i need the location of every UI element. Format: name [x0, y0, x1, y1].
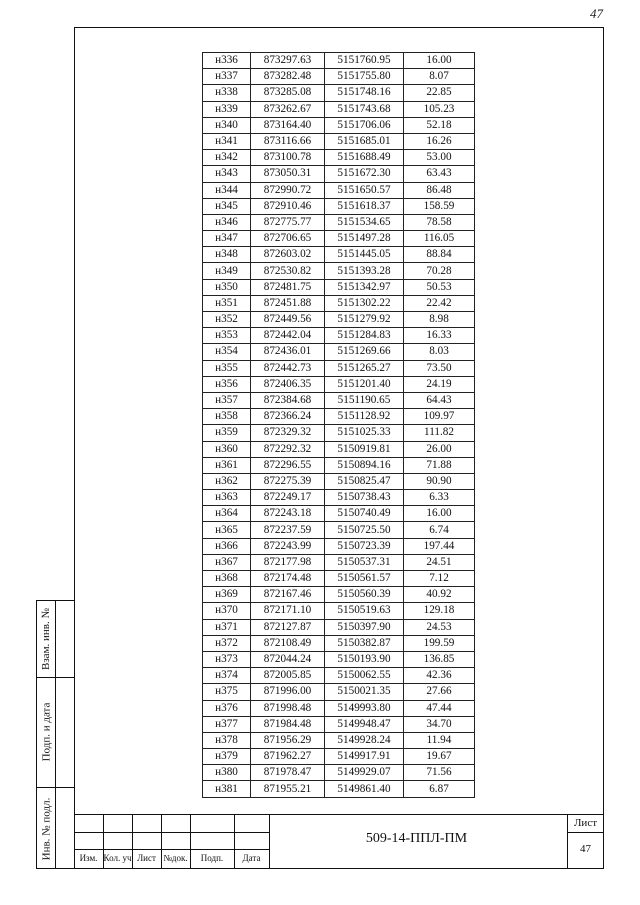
table-row	[203, 279, 475, 295]
table-row	[203, 101, 475, 117]
distance-cell: 105.23	[404, 101, 475, 117]
x-coord-cell: 873100.78	[251, 150, 325, 166]
y-coord-cell: 5150725.50	[325, 522, 404, 538]
distance-cell: 116.05	[404, 231, 475, 247]
point-id-cell: н348	[203, 247, 251, 263]
y-coord-cell: 5151269.66	[325, 344, 404, 360]
x-coord-cell: 873116.66	[251, 133, 325, 149]
point-id-cell: н349	[203, 263, 251, 279]
x-coord-cell: 872296.55	[251, 457, 325, 473]
point-id-cell: н356	[203, 376, 251, 392]
y-coord-cell: 5150723.39	[325, 538, 404, 554]
point-id-cell: н350	[203, 279, 251, 295]
point-id-cell: н346	[203, 214, 251, 230]
x-coord-cell: 872451.88	[251, 295, 325, 311]
table-row	[203, 53, 475, 69]
distance-cell: 6.74	[404, 522, 475, 538]
x-coord-cell: 872275.39	[251, 473, 325, 489]
distance-cell: 53.00	[404, 150, 475, 166]
x-coord-cell: 872775.77	[251, 214, 325, 230]
table-row	[203, 506, 475, 522]
x-coord-cell: 872384.68	[251, 392, 325, 408]
y-coord-cell: 5151685.01	[325, 133, 404, 149]
y-coord-cell: 5151650.57	[325, 182, 404, 198]
point-id-cell: н362	[203, 473, 251, 489]
podp-data-label: Подп. и дата	[40, 702, 53, 762]
distance-cell: 197.44	[404, 538, 475, 554]
y-coord-cell: 5151342.97	[325, 279, 404, 295]
table-row	[203, 263, 475, 279]
point-id-cell: н373	[203, 651, 251, 667]
distance-cell: 78.58	[404, 214, 475, 230]
x-coord-cell: 872406.35	[251, 376, 325, 392]
point-id-cell: н376	[203, 700, 251, 716]
y-coord-cell: 5150561.57	[325, 571, 404, 587]
y-coord-cell: 5149948.47	[325, 716, 404, 732]
y-coord-cell: 5150062.55	[325, 668, 404, 684]
point-id-cell: н367	[203, 554, 251, 570]
sheet-label: Лист	[573, 817, 598, 829]
vzam-inv-label: Взам. инв. №	[40, 608, 52, 670]
distance-cell: 71.56	[404, 765, 475, 781]
distance-cell: 70.28	[404, 263, 475, 279]
distance-cell: 88.84	[404, 247, 475, 263]
distance-cell: 6.87	[404, 781, 475, 797]
table-row	[203, 312, 475, 328]
x-coord-cell: 872449.56	[251, 312, 325, 328]
table-row	[203, 166, 475, 182]
x-coord-cell: 871998.48	[251, 700, 325, 716]
distance-cell: 22.42	[404, 295, 475, 311]
y-coord-cell: 5149917.91	[325, 749, 404, 765]
y-coord-cell: 5150382.87	[325, 635, 404, 651]
distance-cell: 64.43	[404, 392, 475, 408]
point-id-cell: н339	[203, 101, 251, 117]
y-coord-cell: 5149929.07	[325, 765, 404, 781]
point-id-cell: н359	[203, 425, 251, 441]
x-coord-cell: 873282.48	[251, 69, 325, 85]
distance-cell: 34.70	[404, 716, 475, 732]
col-label-list: Лист	[137, 853, 156, 863]
point-id-cell: н352	[203, 312, 251, 328]
table-row	[203, 571, 475, 587]
point-id-cell: н363	[203, 490, 251, 506]
point-id-cell: н374	[203, 668, 251, 684]
y-coord-cell: 5151025.33	[325, 425, 404, 441]
distance-cell: 27.66	[404, 684, 475, 700]
y-coord-cell: 5151128.92	[325, 409, 404, 425]
x-coord-cell: 872442.73	[251, 360, 325, 376]
distance-cell: 11.94	[404, 732, 475, 748]
x-coord-cell: 871956.29	[251, 732, 325, 748]
y-coord-cell: 5150021.35	[325, 684, 404, 700]
point-id-cell: н347	[203, 231, 251, 247]
table-row	[203, 376, 475, 392]
distance-cell: 86.48	[404, 182, 475, 198]
point-id-cell: н343	[203, 166, 251, 182]
table-row	[203, 198, 475, 214]
x-coord-cell: 872177.98	[251, 554, 325, 570]
y-coord-cell: 5150738.43	[325, 490, 404, 506]
distance-cell: 19.67	[404, 749, 475, 765]
x-coord-cell: 872174.48	[251, 571, 325, 587]
point-id-cell: н355	[203, 360, 251, 376]
table-row	[203, 69, 475, 85]
point-id-cell: н366	[203, 538, 251, 554]
point-id-cell: н365	[203, 522, 251, 538]
table-row	[203, 781, 475, 797]
y-coord-cell: 5151302.22	[325, 295, 404, 311]
x-coord-cell: 872530.82	[251, 263, 325, 279]
y-coord-cell: 5149993.80	[325, 700, 404, 716]
table-row	[203, 619, 475, 635]
table-row	[203, 344, 475, 360]
x-coord-cell: 872990.72	[251, 182, 325, 198]
y-coord-cell: 5151279.92	[325, 312, 404, 328]
table-row	[203, 85, 475, 101]
table-row	[203, 247, 475, 263]
table-row	[203, 554, 475, 570]
point-id-cell: н361	[203, 457, 251, 473]
table-row	[203, 457, 475, 473]
point-id-cell: н338	[203, 85, 251, 101]
y-coord-cell: 5151672.30	[325, 166, 404, 182]
distance-cell: 22.85	[404, 85, 475, 101]
distance-cell: 6.33	[404, 490, 475, 506]
distance-cell: 136.85	[404, 651, 475, 667]
x-coord-cell: 872167.46	[251, 587, 325, 603]
distance-cell: 199.59	[404, 635, 475, 651]
distance-cell: 90.90	[404, 473, 475, 489]
distance-cell: 129.18	[404, 603, 475, 619]
point-id-cell: н370	[203, 603, 251, 619]
y-coord-cell: 5151618.37	[325, 198, 404, 214]
x-coord-cell: 873050.31	[251, 166, 325, 182]
point-id-cell: н340	[203, 117, 251, 133]
table-row	[203, 635, 475, 651]
table-row	[203, 765, 475, 781]
table-row	[203, 328, 475, 344]
y-coord-cell: 5150919.81	[325, 441, 404, 457]
y-coord-cell: 5150740.49	[325, 506, 404, 522]
x-coord-cell: 872436.01	[251, 344, 325, 360]
point-id-cell: н371	[203, 619, 251, 635]
table-row	[203, 392, 475, 408]
point-id-cell: н368	[203, 571, 251, 587]
y-coord-cell: 5150560.39	[325, 587, 404, 603]
x-coord-cell: 872237.59	[251, 522, 325, 538]
table-row	[203, 150, 475, 166]
point-id-cell: н360	[203, 441, 251, 457]
distance-cell: 158.59	[404, 198, 475, 214]
y-coord-cell: 5151743.68	[325, 101, 404, 117]
table-row	[203, 409, 475, 425]
x-coord-cell: 872292.32	[251, 441, 325, 457]
col-label-podp: Подп.	[200, 853, 224, 863]
x-coord-cell: 871996.00	[251, 684, 325, 700]
x-coord-cell: 872005.85	[251, 668, 325, 684]
point-id-cell: н369	[203, 587, 251, 603]
col-label-ndok: №док.	[163, 853, 188, 863]
x-coord-cell: 872243.99	[251, 538, 325, 554]
y-coord-cell: 5151284.83	[325, 328, 404, 344]
y-coord-cell: 5151445.05	[325, 247, 404, 263]
coordinates-table	[202, 52, 475, 798]
x-coord-cell: 872603.02	[251, 247, 325, 263]
point-id-cell: н378	[203, 732, 251, 748]
y-coord-cell: 5150537.31	[325, 554, 404, 570]
distance-cell: 50.53	[404, 279, 475, 295]
distance-cell: 8.03	[404, 344, 475, 360]
y-coord-cell: 5151393.28	[325, 263, 404, 279]
x-coord-cell: 873297.63	[251, 53, 325, 69]
distance-cell: 111.82	[404, 425, 475, 441]
distance-cell: 8.98	[404, 312, 475, 328]
x-coord-cell: 872243.18	[251, 506, 325, 522]
distance-cell: 16.00	[404, 506, 475, 522]
point-id-cell: н358	[203, 409, 251, 425]
distance-cell: 16.26	[404, 133, 475, 149]
distance-cell: 16.00	[404, 53, 475, 69]
point-id-cell: н380	[203, 765, 251, 781]
y-coord-cell: 5151201.40	[325, 376, 404, 392]
x-coord-cell: 872249.17	[251, 490, 325, 506]
x-coord-cell: 871984.48	[251, 716, 325, 732]
y-coord-cell: 5151755.80	[325, 69, 404, 85]
distance-cell: 8.07	[404, 69, 475, 85]
table-row	[203, 360, 475, 376]
x-coord-cell: 872127.87	[251, 619, 325, 635]
point-id-cell: н353	[203, 328, 251, 344]
point-id-cell: н336	[203, 53, 251, 69]
x-coord-cell: 872044.24	[251, 651, 325, 667]
distance-cell: 26.00	[404, 441, 475, 457]
distance-cell: 73.50	[404, 360, 475, 376]
distance-cell: 40.92	[404, 587, 475, 603]
distance-cell: 42.36	[404, 668, 475, 684]
x-coord-cell: 873262.67	[251, 101, 325, 117]
y-coord-cell: 5149861.40	[325, 781, 404, 797]
sheet-number: 47	[580, 843, 591, 855]
point-id-cell: н377	[203, 716, 251, 732]
side-stamp	[36, 600, 74, 869]
point-id-cell: н357	[203, 392, 251, 408]
x-coord-cell: 871955.21	[251, 781, 325, 797]
title-block	[74, 814, 604, 869]
distance-cell: 16.33	[404, 328, 475, 344]
table-row	[203, 587, 475, 603]
y-coord-cell: 5151748.16	[325, 85, 404, 101]
table-row	[203, 684, 475, 700]
y-coord-cell: 5151760.95	[325, 53, 404, 69]
point-id-cell: н341	[203, 133, 251, 149]
point-id-cell: н337	[203, 69, 251, 85]
y-coord-cell: 5151497.28	[325, 231, 404, 247]
table-row	[203, 603, 475, 619]
y-coord-cell: 5151534.65	[325, 214, 404, 230]
point-id-cell: н344	[203, 182, 251, 198]
handwritten-page-number: 47	[590, 6, 603, 21]
x-coord-cell: 872910.46	[251, 198, 325, 214]
table-row	[203, 117, 475, 133]
table-row	[203, 441, 475, 457]
distance-cell: 109.97	[404, 409, 475, 425]
y-coord-cell: 5150519.63	[325, 603, 404, 619]
y-coord-cell: 5150397.90	[325, 619, 404, 635]
x-coord-cell: 872171.10	[251, 603, 325, 619]
distance-cell: 24.53	[404, 619, 475, 635]
table-row	[203, 133, 475, 149]
point-id-cell: н375	[203, 684, 251, 700]
x-coord-cell: 872108.49	[251, 635, 325, 651]
inv-podl-label: Инв. № подл.	[40, 797, 52, 860]
point-id-cell: н381	[203, 781, 251, 797]
x-coord-cell: 871962.27	[251, 749, 325, 765]
table-row	[203, 231, 475, 247]
distance-cell: 24.51	[404, 554, 475, 570]
point-id-cell: н342	[203, 150, 251, 166]
point-id-cell: н354	[203, 344, 251, 360]
y-coord-cell: 5150193.90	[325, 651, 404, 667]
table-row	[203, 490, 475, 506]
table-row	[203, 295, 475, 311]
point-id-cell: н345	[203, 198, 251, 214]
table-row	[203, 522, 475, 538]
point-id-cell: н351	[203, 295, 251, 311]
point-id-cell: н364	[203, 506, 251, 522]
table-row	[203, 749, 475, 765]
y-coord-cell: 5151688.49	[325, 150, 404, 166]
point-id-cell: н372	[203, 635, 251, 651]
table-row	[203, 732, 475, 748]
table-row	[203, 538, 475, 554]
col-label-kol-uch: Кол. уч	[103, 853, 132, 863]
distance-cell: 52.18	[404, 117, 475, 133]
y-coord-cell: 5150825.47	[325, 473, 404, 489]
table-row	[203, 182, 475, 198]
table-row	[203, 214, 475, 230]
y-coord-cell: 5151190.65	[325, 392, 404, 408]
col-label-izm: Изм.	[79, 853, 98, 863]
x-coord-cell: 872481.75	[251, 279, 325, 295]
table-row	[203, 700, 475, 716]
y-coord-cell: 5150894.16	[325, 457, 404, 473]
y-coord-cell: 5149928.24	[325, 732, 404, 748]
x-coord-cell: 872442.04	[251, 328, 325, 344]
document-number: 509-14-ППЛ-ПМ	[365, 831, 468, 846]
point-id-cell: н379	[203, 749, 251, 765]
col-label-data: Дата	[242, 853, 261, 863]
table-row	[203, 473, 475, 489]
x-coord-cell: 871978.47	[251, 765, 325, 781]
distance-cell: 71.88	[404, 457, 475, 473]
table-row	[203, 668, 475, 684]
distance-cell: 24.19	[404, 376, 475, 392]
y-coord-cell: 5151265.27	[325, 360, 404, 376]
table-row	[203, 716, 475, 732]
x-coord-cell: 872366.24	[251, 409, 325, 425]
distance-cell: 63.43	[404, 166, 475, 182]
distance-cell: 47.44	[404, 700, 475, 716]
x-coord-cell: 872329.32	[251, 425, 325, 441]
x-coord-cell: 873164.40	[251, 117, 325, 133]
table-row	[203, 651, 475, 667]
y-coord-cell: 5151706.06	[325, 117, 404, 133]
x-coord-cell: 873285.08	[251, 85, 325, 101]
table-row	[203, 425, 475, 441]
x-coord-cell: 872706.65	[251, 231, 325, 247]
distance-cell: 7.12	[404, 571, 475, 587]
